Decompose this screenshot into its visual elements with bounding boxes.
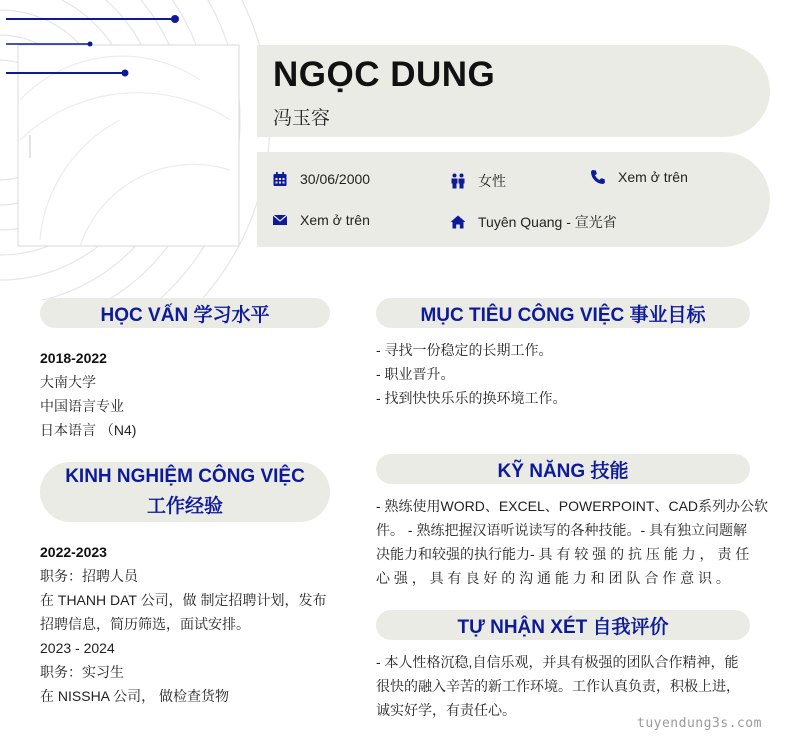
self-review-line: 诚实好学，有责任心。 [376, 702, 516, 718]
job-role: 职务：实习生 [40, 664, 124, 680]
skills-line: 决能力和较强的执行能力- 具 有 较 强 的 抗 压 能 力 ， 责 任 [376, 546, 750, 562]
gender-item [450, 171, 506, 191]
education-heading [40, 298, 330, 328]
objective-item: - 职业晋升。 [376, 366, 455, 382]
birthdate-item [272, 171, 370, 187]
chinese-name: 冯玉容 [273, 108, 331, 129]
experience-heading [40, 462, 330, 522]
skills-heading [376, 454, 750, 484]
address-item [450, 212, 617, 232]
phone-item [590, 169, 688, 185]
experience-title-line2: 工作经验 [146, 496, 223, 517]
education-language: 日本语言 （N4) [40, 422, 137, 438]
address-value: Tuyên Quang - 宣光省 [478, 214, 617, 230]
self-review-line: - 本人性格沉稳,自信乐观，并具有极强的团队合作精神，能 [376, 654, 739, 670]
people-icon [450, 173, 466, 189]
self-review-title: TỰ NHẬN XÉT 自我评价 [457, 616, 669, 638]
self-review-heading [376, 610, 750, 640]
self-review-line: 很快的融入辛苦的新工作环境。工作认真负责，积极上进， [376, 678, 740, 694]
skills-line: 件。 - 熟练把握汉语听说读写的各种技能。- 具有独立问题解 [376, 522, 747, 538]
watermark: tuyendung3s.com [637, 716, 762, 731]
email-value: Xem ở trên [300, 212, 370, 228]
phone-icon [590, 169, 606, 185]
job-description: 在 NISSHA 公司， 做检查货物 [40, 688, 230, 704]
skills-line: - 熟练使用WORD、EXCEL、POWERPOINT、CAD系列办公软 [376, 498, 769, 514]
skills-line: 心 强 ， 具 有 良 好 的 沟 通 能 力 和 团 队 合 作 意 识 。 [376, 570, 730, 586]
job-period: 2023 - 2024 [40, 640, 115, 656]
objective-title: MỤC TIÊU CÔNG VIỆC 事业目标 [420, 304, 706, 326]
objective-item: - 寻找一份稳定的长期工作。 [376, 342, 553, 358]
education-major: 中国语言专业 [40, 398, 124, 414]
job-role: 职务：招聘人员 [40, 568, 138, 584]
calendar-icon [272, 171, 288, 187]
objective-item: - 找到快快乐乐的换环境工作。 [376, 390, 567, 406]
home-icon [450, 214, 466, 230]
birthdate-value: 30/06/2000 [300, 171, 371, 187]
phone-value: Xem ở trên [618, 169, 688, 185]
name-card [257, 45, 770, 137]
gender-value: 女性 [478, 173, 506, 189]
job-period: 2022-2023 [40, 544, 107, 560]
job-description: 招聘信息，简历筛选，面试安排。 [40, 616, 250, 632]
job-description: 在 THANH DAT 公司，做 制定招聘计划，发布 [40, 592, 327, 608]
education-title: HỌC VẤN 学习水平 [100, 304, 270, 326]
education-period: 2018-2022 [40, 350, 107, 366]
objective-heading [376, 298, 750, 328]
skills-title: KỸ NĂNG 技能 [497, 460, 629, 482]
full-name: NGỌC DUNG [273, 55, 496, 94]
email-item [272, 212, 370, 228]
education-school: 大南大学 [40, 374, 96, 390]
contact-info-card [257, 152, 770, 247]
experience-title-line1: KINH NGHIỆM CÔNG VIỆC [65, 466, 305, 487]
envelope-icon [272, 212, 288, 228]
